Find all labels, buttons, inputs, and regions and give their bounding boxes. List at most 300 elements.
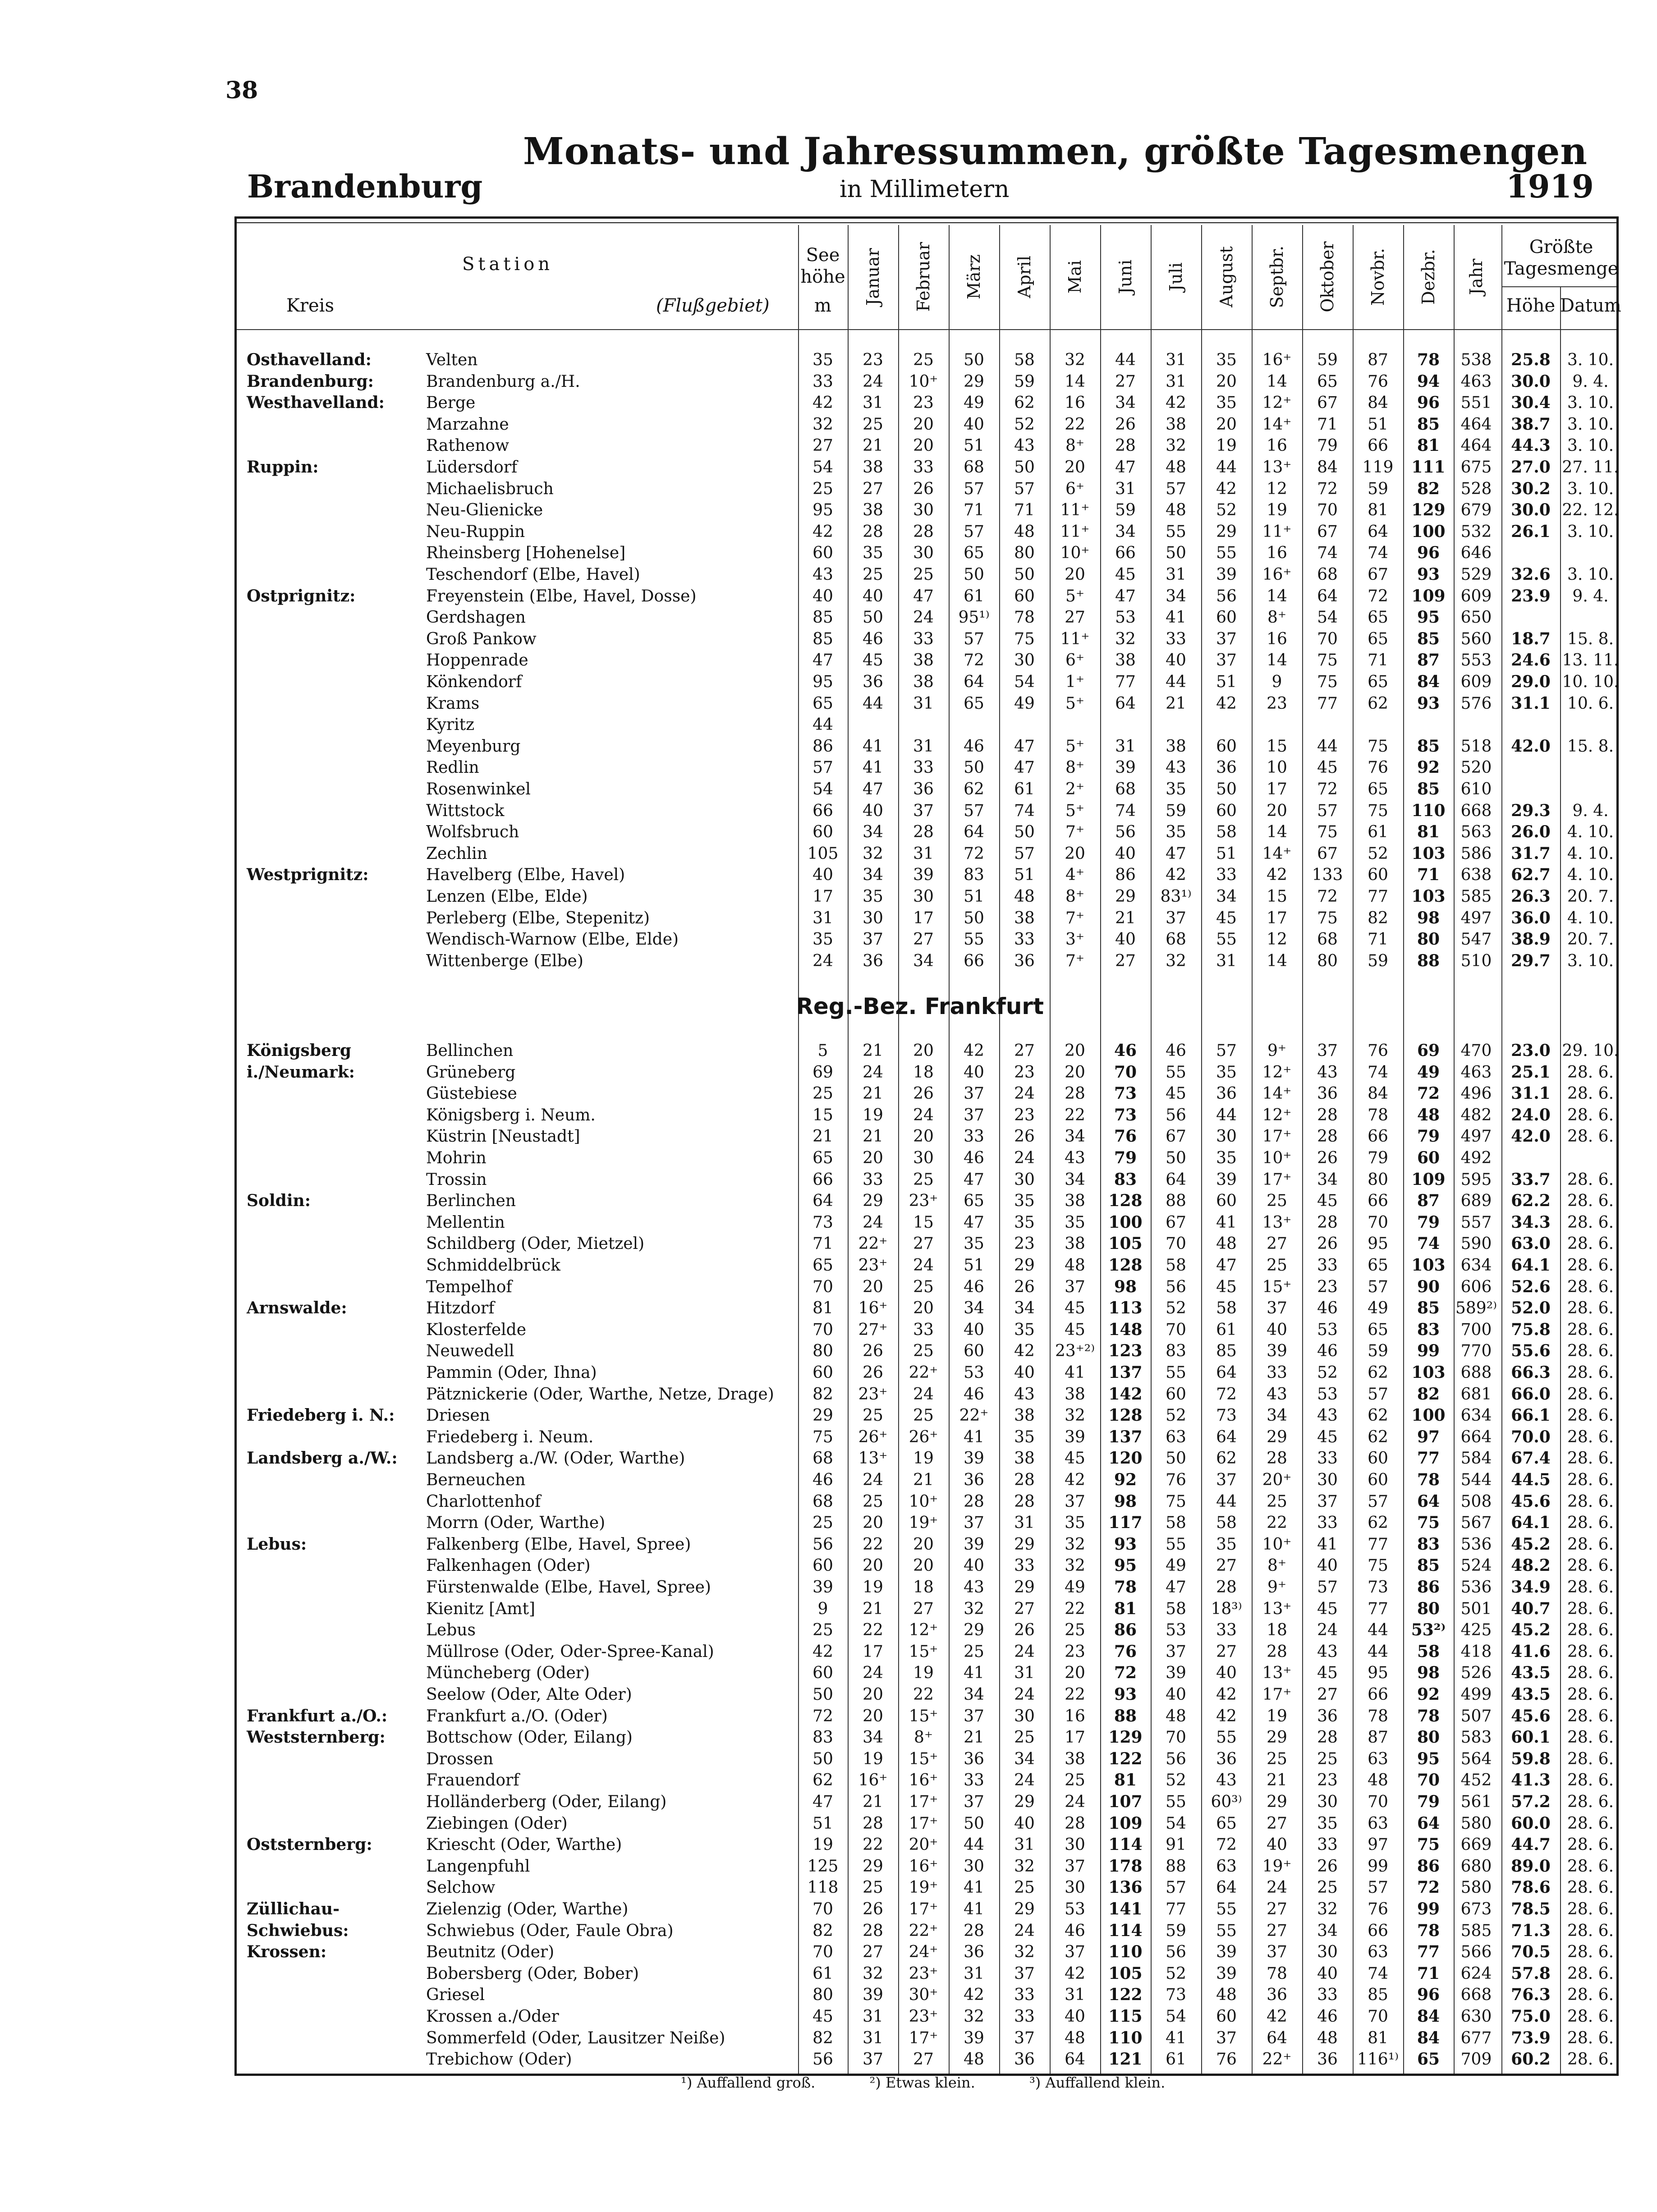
value-cell: 76 bbox=[1368, 758, 1388, 777]
value-cell: 142 bbox=[1108, 1384, 1143, 1404]
table-row bbox=[237, 929, 1621, 950]
table-row bbox=[237, 736, 1621, 757]
value-cell: 28. 6. bbox=[1567, 1299, 1614, 1318]
value-cell: 46 bbox=[964, 737, 984, 756]
station-cell: Wittstock bbox=[426, 801, 505, 820]
value-cell: 34 bbox=[1065, 1170, 1085, 1189]
value-cell: 25 bbox=[913, 1277, 934, 1296]
value-cell: 11⁺ bbox=[1060, 501, 1090, 520]
value-cell: 50 bbox=[812, 1685, 833, 1704]
kreis-cell: i./Neumark: bbox=[247, 1062, 355, 1082]
table-row bbox=[237, 1598, 1621, 1620]
value-cell: 57 bbox=[1368, 1277, 1388, 1296]
kreis-cell: Soldin: bbox=[247, 1191, 311, 1211]
table-row bbox=[237, 349, 1621, 371]
value-cell: 23 bbox=[1317, 1771, 1338, 1790]
value-cell: 45.6 bbox=[1511, 1706, 1551, 1726]
table-row bbox=[237, 886, 1621, 907]
value-cell: 23⁺ bbox=[909, 1192, 938, 1211]
value-cell: 80 bbox=[812, 1986, 833, 2005]
value-cell: 634 bbox=[1460, 1256, 1492, 1275]
value-cell: 19⁺ bbox=[909, 1514, 938, 1533]
value-cell: 46 bbox=[1065, 1921, 1085, 1940]
station-cell: Marzahne bbox=[426, 415, 509, 434]
value-cell: 26 bbox=[1317, 1857, 1338, 1876]
value-cell: 62 bbox=[1368, 1363, 1388, 1382]
value-cell: 75 bbox=[1317, 823, 1338, 842]
value-cell: 27 bbox=[1065, 608, 1085, 627]
value-cell: 38 bbox=[1166, 415, 1186, 434]
value-cell: 610 bbox=[1460, 780, 1492, 799]
kreis-cell: Friedeberg i. N.: bbox=[247, 1406, 395, 1425]
value-cell: 16⁺ bbox=[858, 1299, 888, 1318]
value-cell: 60 bbox=[812, 544, 833, 563]
value-cell: 5⁺ bbox=[1065, 587, 1084, 606]
value-cell: 85 bbox=[1417, 1556, 1440, 1575]
value-cell: 49 bbox=[1417, 1062, 1440, 1082]
value-cell: 53 bbox=[1317, 1320, 1338, 1339]
value-cell: 67 bbox=[1317, 522, 1338, 541]
value-cell: 26⁺ bbox=[909, 1427, 938, 1446]
value-cell: 16 bbox=[1267, 544, 1287, 563]
table-row bbox=[237, 1362, 1621, 1383]
value-cell: 53 bbox=[1115, 608, 1136, 627]
value-cell: 28. 6. bbox=[1567, 1106, 1614, 1124]
value-cell: 39 bbox=[1115, 758, 1136, 777]
value-cell: 72 bbox=[1317, 780, 1338, 799]
value-cell: 39 bbox=[1216, 565, 1237, 584]
value-cell: 66.1 bbox=[1511, 1406, 1551, 1425]
value-cell: 36 bbox=[863, 951, 883, 970]
value-cell: 7⁺ bbox=[1065, 909, 1084, 927]
value-cell: 20 bbox=[913, 1299, 934, 1318]
station-cell: Schwiebus (Oder, Faule Obra) bbox=[426, 1921, 674, 1940]
value-cell: 70 bbox=[812, 1320, 833, 1339]
value-cell: 50 bbox=[964, 565, 984, 584]
station-cell: Redlin bbox=[426, 758, 479, 777]
value-cell: 26 bbox=[1014, 1277, 1035, 1296]
value-cell: 67 bbox=[1368, 565, 1388, 584]
value-cell: 35 bbox=[1014, 1213, 1035, 1232]
value-cell: 80 bbox=[1317, 951, 1338, 970]
value-cell: 29.3 bbox=[1511, 801, 1551, 820]
header-month bbox=[1362, 225, 1394, 329]
value-cell: 98 bbox=[1114, 1491, 1137, 1511]
value-cell: 95 bbox=[1417, 608, 1440, 627]
value-cell: 80 bbox=[1368, 1170, 1388, 1189]
value-cell: 14 bbox=[1267, 951, 1287, 970]
value-cell: 38 bbox=[1014, 1406, 1035, 1425]
value-cell: 48 bbox=[1166, 458, 1186, 477]
value-cell: 99 bbox=[1368, 1857, 1388, 1876]
station-cell: Krams bbox=[426, 694, 480, 713]
value-cell: 33 bbox=[913, 758, 934, 777]
value-cell: 589²⁾ bbox=[1455, 1299, 1497, 1318]
value-cell: 31 bbox=[1166, 565, 1186, 584]
value-cell: 25 bbox=[1065, 1621, 1085, 1640]
value-cell: 117 bbox=[1108, 1513, 1143, 1533]
value-cell: 25 bbox=[863, 1878, 883, 1897]
value-cell: 37 bbox=[1065, 1943, 1085, 1962]
value-cell: 28. 6. bbox=[1567, 1836, 1614, 1854]
value-cell: 15 bbox=[812, 1106, 833, 1124]
value-cell: 25 bbox=[812, 1084, 833, 1103]
value-cell: 68 bbox=[964, 458, 984, 477]
value-cell: 40 bbox=[1216, 1664, 1237, 1683]
value-cell: 56 bbox=[1166, 1749, 1186, 1768]
value-cell: 20 bbox=[913, 1127, 934, 1146]
value-cell: 28 bbox=[913, 522, 934, 541]
value-cell: 28 bbox=[964, 1921, 984, 1940]
value-cell: 6⁺ bbox=[1065, 651, 1084, 670]
value-cell: 15 bbox=[913, 1213, 934, 1232]
value-cell: 33 bbox=[1216, 866, 1237, 885]
value-cell: 19⁺ bbox=[1262, 1857, 1292, 1876]
value-cell: 50 bbox=[1014, 565, 1035, 584]
value-cell: 463 bbox=[1460, 372, 1492, 391]
value-cell: 66.0 bbox=[1511, 1384, 1551, 1404]
value-cell: 74 bbox=[1368, 1063, 1388, 1082]
value-cell: 59 bbox=[1368, 1342, 1388, 1361]
footnote-2: ²) Etwas klein. bbox=[869, 2074, 975, 2091]
value-cell: 7⁺ bbox=[1065, 951, 1084, 970]
value-cell: 30.4 bbox=[1511, 393, 1551, 413]
value-cell: 72 bbox=[1317, 479, 1338, 498]
value-cell: 84 bbox=[1417, 2028, 1440, 2047]
value-cell: 16 bbox=[1267, 629, 1287, 648]
value-cell: 20 bbox=[913, 1535, 934, 1554]
value-cell: 41 bbox=[863, 737, 883, 756]
table-row bbox=[237, 1684, 1621, 1705]
value-cell: 31 bbox=[913, 694, 934, 713]
value-cell: 53 bbox=[964, 1363, 984, 1382]
value-cell: 65 bbox=[1417, 2050, 1440, 2069]
header-month bbox=[1009, 225, 1040, 329]
table-row bbox=[237, 1255, 1621, 1276]
value-cell: 24 bbox=[1014, 1084, 1035, 1103]
value-cell: 35 bbox=[1014, 1320, 1035, 1339]
table-row bbox=[237, 1126, 1621, 1147]
value-cell: 3⁺ bbox=[1065, 930, 1084, 949]
value-cell: 54 bbox=[1317, 608, 1338, 627]
value-cell: 33 bbox=[913, 458, 934, 477]
value-cell: 32 bbox=[964, 1599, 984, 1618]
station-cell: Frankfurt a./O. (Oder) bbox=[426, 1707, 608, 1726]
station-cell: Berlinchen bbox=[426, 1192, 516, 1211]
value-cell: 32 bbox=[964, 2007, 984, 2026]
value-cell: 33 bbox=[1317, 1449, 1338, 1468]
value-cell: 33 bbox=[1216, 1621, 1237, 1640]
value-cell: 673 bbox=[1460, 1900, 1492, 1918]
value-cell: 37 bbox=[964, 1514, 984, 1533]
station-cell: Bobersberg (Oder, Bober) bbox=[426, 1964, 639, 1983]
value-cell: 38 bbox=[1065, 1385, 1085, 1404]
value-cell: 49 bbox=[1166, 1556, 1186, 1575]
station-cell: Meyenburg bbox=[426, 737, 521, 756]
value-cell: 128 bbox=[1108, 1406, 1143, 1425]
value-cell: 28. 6. bbox=[1567, 1664, 1614, 1683]
header-hoehe: Höhe bbox=[1506, 295, 1556, 316]
table-row bbox=[237, 1620, 1621, 1641]
value-cell: 48 bbox=[1014, 522, 1035, 541]
value-cell: 25 bbox=[1014, 1878, 1035, 1897]
value-cell: 4. 10. bbox=[1567, 909, 1614, 927]
value-cell: 29 bbox=[863, 1192, 883, 1211]
value-cell: 97 bbox=[1417, 1427, 1440, 1446]
value-cell: 580 bbox=[1460, 1878, 1492, 1897]
value-cell: 46 bbox=[1114, 1041, 1137, 1060]
value-cell: 27 bbox=[863, 1943, 883, 1962]
value-cell: 28 bbox=[1317, 1728, 1338, 1747]
value-cell: 42 bbox=[812, 522, 833, 541]
value-cell: 28. 6. bbox=[1567, 1943, 1614, 1962]
value-cell: 35 bbox=[812, 930, 833, 949]
table-row bbox=[237, 1212, 1621, 1233]
value-cell: 31 bbox=[812, 909, 833, 927]
value-cell: 105 bbox=[807, 844, 839, 863]
value-cell: 4. 10. bbox=[1567, 823, 1614, 842]
value-cell: 4⁺ bbox=[1065, 866, 1084, 885]
value-cell: 22 bbox=[1267, 1514, 1287, 1533]
value-cell: 20 bbox=[863, 1556, 883, 1575]
value-cell: 41 bbox=[1166, 2028, 1186, 2047]
value-cell: 57 bbox=[1368, 1492, 1388, 1511]
value-cell: 64 bbox=[812, 1192, 833, 1211]
value-cell: 82 bbox=[812, 1385, 833, 1404]
value-cell: 482 bbox=[1460, 1106, 1492, 1124]
value-cell: 20. 7. bbox=[1567, 930, 1614, 949]
value-cell: 20 bbox=[1216, 372, 1237, 391]
header-month bbox=[908, 225, 939, 329]
value-cell: 43 bbox=[1317, 1642, 1338, 1661]
table-row bbox=[237, 779, 1621, 800]
station-cell: Müllrose (Oder, Oder-Spree-Kanal) bbox=[426, 1642, 714, 1661]
value-cell: 52 bbox=[1166, 1299, 1186, 1318]
value-cell: 36 bbox=[1216, 1749, 1237, 1768]
value-cell: 62 bbox=[1216, 1449, 1237, 1468]
table-row bbox=[237, 1190, 1621, 1212]
table-row bbox=[237, 2049, 1621, 2070]
station-cell: Teschendorf (Elbe, Havel) bbox=[426, 565, 640, 584]
value-cell: 34 bbox=[1267, 1406, 1287, 1425]
value-cell: 61 bbox=[1014, 780, 1035, 799]
value-cell: 75 bbox=[1368, 737, 1388, 756]
value-cell: 557 bbox=[1460, 1213, 1492, 1232]
value-cell: 27 bbox=[1267, 1921, 1287, 1940]
kreis-cell: Ruppin: bbox=[247, 458, 319, 477]
value-cell: 54 bbox=[812, 780, 833, 799]
value-cell: 19 bbox=[863, 1749, 883, 1768]
table-row bbox=[237, 371, 1621, 392]
value-cell: 22 bbox=[863, 1836, 883, 1854]
value-cell: 25 bbox=[812, 1621, 833, 1640]
value-cell: 83 bbox=[812, 1728, 833, 1747]
value-cell: 28 bbox=[1115, 436, 1136, 455]
value-cell: 29 bbox=[1014, 1535, 1035, 1554]
value-cell: 28. 6. bbox=[1567, 1449, 1614, 1468]
value-cell: 62 bbox=[1368, 1514, 1388, 1533]
value-cell: 3. 10. bbox=[1567, 522, 1614, 541]
value-cell: 35 bbox=[1216, 1535, 1237, 1554]
station-cell: Charlottenhof bbox=[426, 1492, 541, 1511]
value-cell: 45 bbox=[1317, 1427, 1338, 1446]
value-cell: 58 bbox=[1166, 1599, 1186, 1618]
value-cell: 64 bbox=[1368, 522, 1388, 541]
value-cell: 32 bbox=[1317, 1900, 1338, 1918]
value-cell: 57 bbox=[964, 629, 984, 648]
kreis-cell: Brandenburg: bbox=[247, 372, 374, 391]
value-cell: 52 bbox=[1216, 501, 1237, 520]
value-cell: 75 bbox=[812, 1427, 833, 1446]
value-cell: 36.0 bbox=[1511, 908, 1551, 927]
value-cell: 566 bbox=[1460, 1943, 1492, 1962]
value-cell: 26 bbox=[1115, 415, 1136, 434]
value-cell: 567 bbox=[1460, 1514, 1492, 1533]
table-row bbox=[237, 1770, 1621, 1791]
station-cell: Pätznickerie (Oder, Warthe, Netze, Drage) bbox=[426, 1385, 774, 1404]
value-cell: 30 bbox=[1014, 1170, 1035, 1189]
value-cell: 28. 6. bbox=[1567, 1685, 1614, 1704]
value-cell: 100 bbox=[1411, 522, 1446, 541]
station-cell: Kienitz [Amt] bbox=[426, 1599, 535, 1618]
value-cell: 23⁺ bbox=[909, 1964, 938, 1983]
value-cell: 23 bbox=[1267, 694, 1287, 713]
value-cell: 56 bbox=[1166, 1106, 1186, 1124]
value-cell: 43 bbox=[1267, 1385, 1287, 1404]
kreis-cell: Krossen: bbox=[247, 1942, 327, 1962]
value-cell: 42 bbox=[1216, 1707, 1237, 1726]
value-cell: 44 bbox=[1216, 1492, 1237, 1511]
header-jahr-label: Jahr bbox=[1466, 258, 1486, 295]
value-cell: 25 bbox=[913, 1406, 934, 1425]
value-cell: 47 bbox=[1014, 758, 1035, 777]
value-cell: 19 bbox=[863, 1106, 883, 1124]
value-cell: 21 bbox=[812, 1127, 833, 1146]
value-cell: 70 bbox=[1368, 1793, 1388, 1811]
value-cell: 20 bbox=[913, 1556, 934, 1575]
value-cell: 86 bbox=[1114, 1620, 1137, 1640]
value-cell: 72 bbox=[964, 844, 984, 863]
value-cell: 26 bbox=[913, 479, 934, 498]
value-cell: 32 bbox=[863, 844, 883, 863]
value-cell: 40 bbox=[964, 1063, 984, 1082]
header-jahr bbox=[1460, 225, 1492, 329]
value-cell: 34 bbox=[1166, 587, 1186, 606]
table-row bbox=[237, 1147, 1621, 1169]
value-cell: 27⁺ bbox=[858, 1320, 888, 1339]
value-cell: 110 bbox=[1411, 801, 1446, 820]
value-cell: 17⁺ bbox=[909, 1814, 938, 1833]
value-cell: 64 bbox=[1317, 587, 1338, 606]
value-cell: 23⁺ bbox=[858, 1385, 888, 1404]
value-cell: 32 bbox=[1115, 629, 1136, 648]
value-cell: 64 bbox=[1417, 1491, 1440, 1511]
value-cell: 55 bbox=[1216, 1728, 1237, 1747]
value-cell: 27 bbox=[1216, 1556, 1237, 1575]
header-month bbox=[1160, 225, 1192, 329]
value-cell: 44 bbox=[1368, 1642, 1388, 1661]
year-label: 1919 bbox=[1506, 168, 1594, 205]
value-cell: 70 bbox=[1166, 1728, 1186, 1747]
value-cell: 45 bbox=[1065, 1320, 1085, 1339]
value-cell: 95 bbox=[1368, 1664, 1388, 1683]
value-cell: 38 bbox=[863, 501, 883, 520]
value-cell: 28. 6. bbox=[1567, 1234, 1614, 1253]
value-cell: 74 bbox=[1317, 544, 1338, 563]
value-cell: 88 bbox=[1114, 1706, 1137, 1726]
value-cell: 25 bbox=[964, 1642, 984, 1661]
value-cell: 26 bbox=[1317, 1234, 1338, 1253]
value-cell: 20 bbox=[1065, 1042, 1085, 1060]
table-row bbox=[237, 1834, 1621, 1855]
value-cell: 137 bbox=[1108, 1363, 1143, 1382]
value-cell: 25 bbox=[1317, 1878, 1338, 1897]
value-cell: 25.1 bbox=[1511, 1062, 1551, 1082]
value-cell: 23 bbox=[1014, 1106, 1035, 1124]
value-cell: 69 bbox=[812, 1063, 833, 1082]
value-cell: 59 bbox=[1115, 501, 1136, 520]
value-cell: 76 bbox=[1216, 2050, 1237, 2069]
value-cell: 28 bbox=[913, 823, 934, 842]
value-cell: 128 bbox=[1108, 1256, 1143, 1275]
table-row bbox=[237, 1298, 1621, 1319]
value-cell: 46 bbox=[1317, 1342, 1338, 1361]
station-cell: Krossen a./Oder bbox=[426, 2007, 559, 2026]
value-cell: 24 bbox=[1014, 1149, 1035, 1167]
value-cell: 60.2 bbox=[1511, 2050, 1551, 2069]
value-cell: 21 bbox=[1115, 909, 1136, 927]
value-cell: 30.2 bbox=[1511, 479, 1551, 498]
value-cell: 48 bbox=[1317, 2028, 1338, 2047]
value-cell: 35 bbox=[1166, 823, 1186, 842]
value-cell: 70 bbox=[1417, 1771, 1440, 1790]
value-cell: 29 bbox=[1014, 1578, 1035, 1597]
value-cell: 42 bbox=[1065, 1471, 1085, 1489]
value-cell: 54 bbox=[1166, 2007, 1186, 2026]
value-cell: 675 bbox=[1460, 458, 1492, 477]
value-cell: 37 bbox=[863, 2050, 883, 2069]
value-cell: 120 bbox=[1108, 1449, 1143, 1468]
value-cell: 40 bbox=[1317, 1964, 1338, 1983]
value-cell: 8⁺ bbox=[1065, 887, 1084, 906]
value-cell: 63 bbox=[1368, 1749, 1388, 1768]
table-row bbox=[237, 1577, 1621, 1598]
station-cell: Mellentin bbox=[426, 1213, 505, 1232]
value-cell: 65 bbox=[1368, 629, 1388, 648]
value-cell: 29.0 bbox=[1511, 672, 1551, 691]
value-cell: 25 bbox=[863, 415, 883, 434]
value-cell: 57 bbox=[1166, 479, 1186, 498]
value-cell: 40 bbox=[863, 801, 883, 820]
value-cell: 91 bbox=[1166, 1836, 1186, 1854]
value-cell: 23 bbox=[1317, 1277, 1338, 1296]
value-cell: 44.7 bbox=[1511, 1835, 1551, 1854]
table-row bbox=[237, 1984, 1621, 2005]
value-cell: 55 bbox=[1166, 1063, 1186, 1082]
value-cell: 35 bbox=[1317, 1814, 1338, 1833]
value-cell: 55 bbox=[1216, 930, 1237, 949]
value-cell: 21 bbox=[863, 1127, 883, 1146]
value-cell: 10⁺ bbox=[1060, 544, 1090, 563]
value-cell: 30 bbox=[1317, 1471, 1338, 1489]
value-cell: 28 bbox=[863, 522, 883, 541]
value-cell: 15. 8. bbox=[1567, 629, 1614, 648]
value-cell: 28. 6. bbox=[1567, 1213, 1614, 1232]
value-cell: 16 bbox=[1065, 1707, 1085, 1726]
value-cell: 36 bbox=[1267, 1986, 1287, 2005]
value-cell: 28. 6. bbox=[1567, 1986, 1614, 2005]
value-cell: 29 bbox=[964, 372, 984, 391]
